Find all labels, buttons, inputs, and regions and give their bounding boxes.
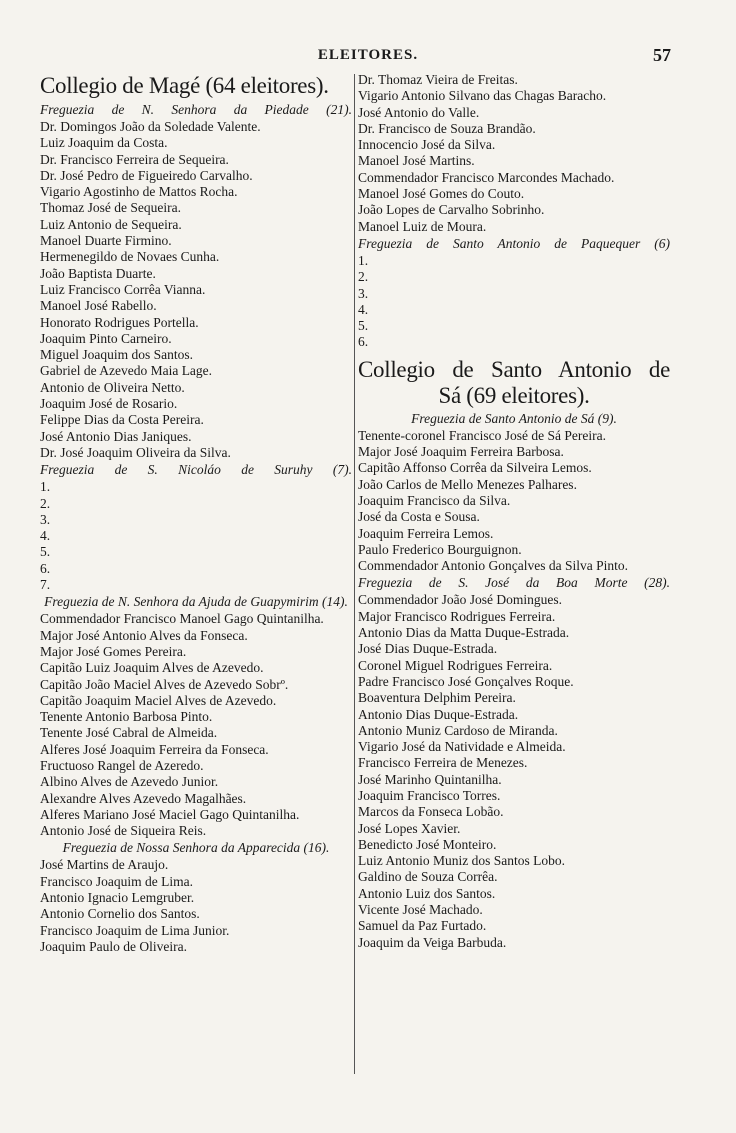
list-item: Luiz Antonio de Sequeira. xyxy=(40,216,182,232)
list-item: Joaquim da Veiga Barbuda. xyxy=(358,934,507,950)
list-item: Thomaz José de Sequeira. xyxy=(40,200,181,216)
list-item: 1. xyxy=(358,252,369,268)
list-item: Major José Joaquim Ferreira Barbosa. xyxy=(358,444,564,460)
entry-list xyxy=(358,72,670,235)
list-item: José Dias Duque-Estrada. xyxy=(358,641,498,657)
list-item: Vigario Agostinho de Mattos Rocha. xyxy=(40,184,238,200)
list-item: Vigario Antonio Silvano das Chagas Baracho. xyxy=(358,88,607,104)
list-item: Antonio Dias da Matta Duque-Estrada. xyxy=(358,625,570,641)
page-number: 57 xyxy=(653,45,671,65)
list-item: Major José Gomes Pereira. xyxy=(40,643,187,659)
parish-heading: Freguezia de S. José da Boa Morte (28). xyxy=(358,575,670,591)
list-item: Alexandre Alves Azevedo Magalhães. xyxy=(40,790,247,806)
list-item: Antonio Dias Duque-Estrada. xyxy=(358,706,519,722)
list-item: Francisco Joaquim de Lima. xyxy=(40,873,193,889)
list-item: Hermenegildo de Novaes Cunha. xyxy=(40,249,220,265)
list-item: Joaquim Francisco Torres. xyxy=(358,787,501,803)
list-item: Capitão João Maciel Alves de Azevedo Sobrº. xyxy=(40,676,289,692)
list-item: José da Costa e Sousa. xyxy=(358,509,480,525)
list-item: Marcos da Fonseca Lobão. xyxy=(358,804,504,820)
list-item: 2. xyxy=(40,495,51,511)
entry-list xyxy=(358,592,670,951)
list-item: José Lopes Xavier. xyxy=(358,820,461,836)
list-item: 2. xyxy=(358,269,369,285)
list-item: Manoel Luiz de Moura. xyxy=(358,218,487,234)
college-title-line: Collegio de Santo Antonio de xyxy=(358,356,670,382)
list-item: 5. xyxy=(40,544,51,560)
list-item: Commendador Francisco Manoel Gago Quintanilha. xyxy=(40,611,324,627)
list-item: Vicente José Machado. xyxy=(358,902,483,918)
list-item: 1. xyxy=(40,479,51,495)
list-item: Joaquim José de Rosario. xyxy=(40,396,178,412)
list-item: Honorato Rodrigues Portella. xyxy=(40,314,199,330)
list-item: Joaquim Francisco da Silva. xyxy=(358,492,511,508)
list-item: José Antonio Dias Janiques. xyxy=(40,428,192,444)
list-item: Commendador Francisco Marcondes Machado. xyxy=(358,169,615,185)
entry-list xyxy=(358,428,670,575)
list-item: Alferes Mariano José Maciel Gago Quintanilha. xyxy=(40,806,300,822)
list-item: Commendador Antonio Gonçalves da Silva Pinto. xyxy=(358,558,628,574)
list-item: 7. xyxy=(40,577,51,593)
list-item: Dr. Domingos João da Soledade Valente. xyxy=(40,119,261,134)
list-item: Galdino de Souza Corrêa. xyxy=(358,869,498,885)
list-item: Manoel José Rabello. xyxy=(40,298,157,314)
list-item: Gabriel de Azevedo Maia Lage. xyxy=(40,363,213,379)
college-title-santo-antonio xyxy=(358,357,670,409)
list-item: Samuel da Paz Furtado. xyxy=(358,918,487,934)
entry-list xyxy=(40,119,352,461)
list-item: Antonio Muniz Cardoso de Miranda. xyxy=(358,722,558,738)
list-item: Antonio Cornelio dos Santos. xyxy=(40,906,200,922)
list-item: Capitão Luiz Joaquim Alves de Azevedo. xyxy=(40,660,264,676)
list-item: Dr. José Pedro de Figueiredo Carvalho. xyxy=(40,167,253,183)
list-item: Dr. Francisco Ferreira de Sequeira. xyxy=(40,151,229,167)
list-item: Antonio Ignacio Lemgruber. xyxy=(40,890,195,906)
list-item: Dr. Francisco de Souza Brandão. xyxy=(358,120,536,136)
entry-list xyxy=(40,479,352,593)
list-item: Miguel Joaquim dos Santos. xyxy=(40,347,194,363)
list-item: Albino Alves de Azevedo Junior. xyxy=(40,774,219,790)
list-item: Fructuoso Rangel de Azeredo. xyxy=(40,757,204,773)
list-item: Capitão Joaquim Maciel Alves de Azevedo. xyxy=(40,692,277,708)
list-item: Major José Antonio Alves da Fonseca. xyxy=(40,627,248,643)
list-item: Benedicto José Monteiro. xyxy=(358,836,497,852)
list-item: Commendador João José Domingues. xyxy=(358,592,562,608)
list-item: Manoel José Martins. xyxy=(358,153,475,169)
list-item: Felippe Dias da Costa Pereira. xyxy=(40,412,204,428)
college-title-mage: Collegio de Magé (64 eleitores). xyxy=(40,73,329,98)
list-item: Boaventura Delphim Pereira. xyxy=(358,690,516,706)
list-item: Antonio Luiz dos Santos. xyxy=(358,885,496,901)
list-item: Dr. Thomaz Vieira de Freitas. xyxy=(358,72,518,87)
parish-heading: Freguezia de N. Senhora da Piedade (21). xyxy=(40,102,352,117)
list-item: Dr. José Joaquim Oliveira da Silva. xyxy=(40,444,231,460)
list-item: Francisco Joaquim de Lima Junior. xyxy=(40,922,230,938)
list-item: 5. xyxy=(358,318,369,334)
list-item: Coronel Miguel Rodrigues Ferreira. xyxy=(358,657,553,673)
list-item: Luiz Antonio Muniz dos Santos Lobo. xyxy=(358,853,565,869)
list-item: José Martins de Araujo. xyxy=(40,857,169,873)
list-item: 4. xyxy=(358,301,369,317)
entry-list xyxy=(40,611,352,839)
right-column xyxy=(358,72,670,951)
list-item: João Baptista Duarte. xyxy=(40,265,156,281)
list-item: Joaquim Paulo de Oliveira. xyxy=(40,938,187,954)
list-item: Innocencio José da Silva. xyxy=(358,137,496,153)
list-item: Paulo Frederico Bourguignon. xyxy=(358,541,522,557)
header-title: ELEITORES. xyxy=(317,47,419,63)
list-item: José Antonio do Valle. xyxy=(358,104,480,120)
list-item: Vigario José da Natividade e Almeida. xyxy=(358,739,566,755)
list-item: João Carlos de Mello Menezes Palhares. xyxy=(358,476,577,492)
left-column xyxy=(40,72,352,955)
college-title-line: Sá (69 eleitores). xyxy=(438,382,590,408)
list-item: Capitão Affonso Corrêa da Silveira Lemos. xyxy=(358,460,592,476)
list-item: 4. xyxy=(40,528,51,544)
list-item: 3. xyxy=(358,285,369,301)
list-item: Manoel Duarte Firmino. xyxy=(40,233,172,249)
list-item: José Marinho Quintanilha. xyxy=(358,771,502,787)
parish-heading: Freguezia de Santo Antonio de Paquequer (6) xyxy=(358,235,670,251)
parish-heading: Freguezia de S. Nicoláo de Suruhy (7). xyxy=(40,462,352,478)
list-item: Tenente-coronel Francisco José de Sá Pereira. xyxy=(358,427,606,443)
list-item: Major Francisco Rodrigues Ferreira. xyxy=(358,608,556,624)
list-item: Joaquim Ferreira Lemos. xyxy=(358,525,494,541)
list-item: 6. xyxy=(40,560,51,576)
list-item: Luiz Francisco Corrêa Vianna. xyxy=(40,281,206,297)
list-item: Alferes José Joaquim Ferreira da Fonseca. xyxy=(40,741,269,757)
list-item: Padre Francisco José Gonçalves Roque. xyxy=(358,673,574,689)
list-item: Francisco Ferreira de Menezes. xyxy=(358,755,528,771)
entry-list xyxy=(40,857,352,955)
column-divider xyxy=(354,74,355,1074)
list-item: Tenente Antonio Barbosa Pinto. xyxy=(40,709,213,725)
list-item: Joaquim Pinto Carneiro. xyxy=(40,330,172,346)
list-item: João Lopes de Carvalho Sobrinho. xyxy=(358,202,545,218)
list-item: 3. xyxy=(40,511,51,527)
list-item: Luiz Joaquim da Costa. xyxy=(40,135,168,151)
list-item: Tenente José Cabral de Almeida. xyxy=(40,725,218,741)
parish-heading: Freguezia de Nossa Senhora da Apparecida (16). xyxy=(62,840,330,856)
list-item: Manoel José Gomes do Couto. xyxy=(358,186,525,202)
parish-heading: Freguezia de N. Senhora da Ajuda de Guapymirim (14). xyxy=(44,594,348,610)
list-item: 6. xyxy=(358,334,369,350)
entry-list xyxy=(358,253,670,351)
list-item: Antonio de Oliveira Netto. xyxy=(40,379,185,395)
parish-heading: Freguezia de Santo Antonio de Sá (9). xyxy=(411,410,617,426)
list-item: Antonio José de Siqueira Reis. xyxy=(40,823,207,839)
